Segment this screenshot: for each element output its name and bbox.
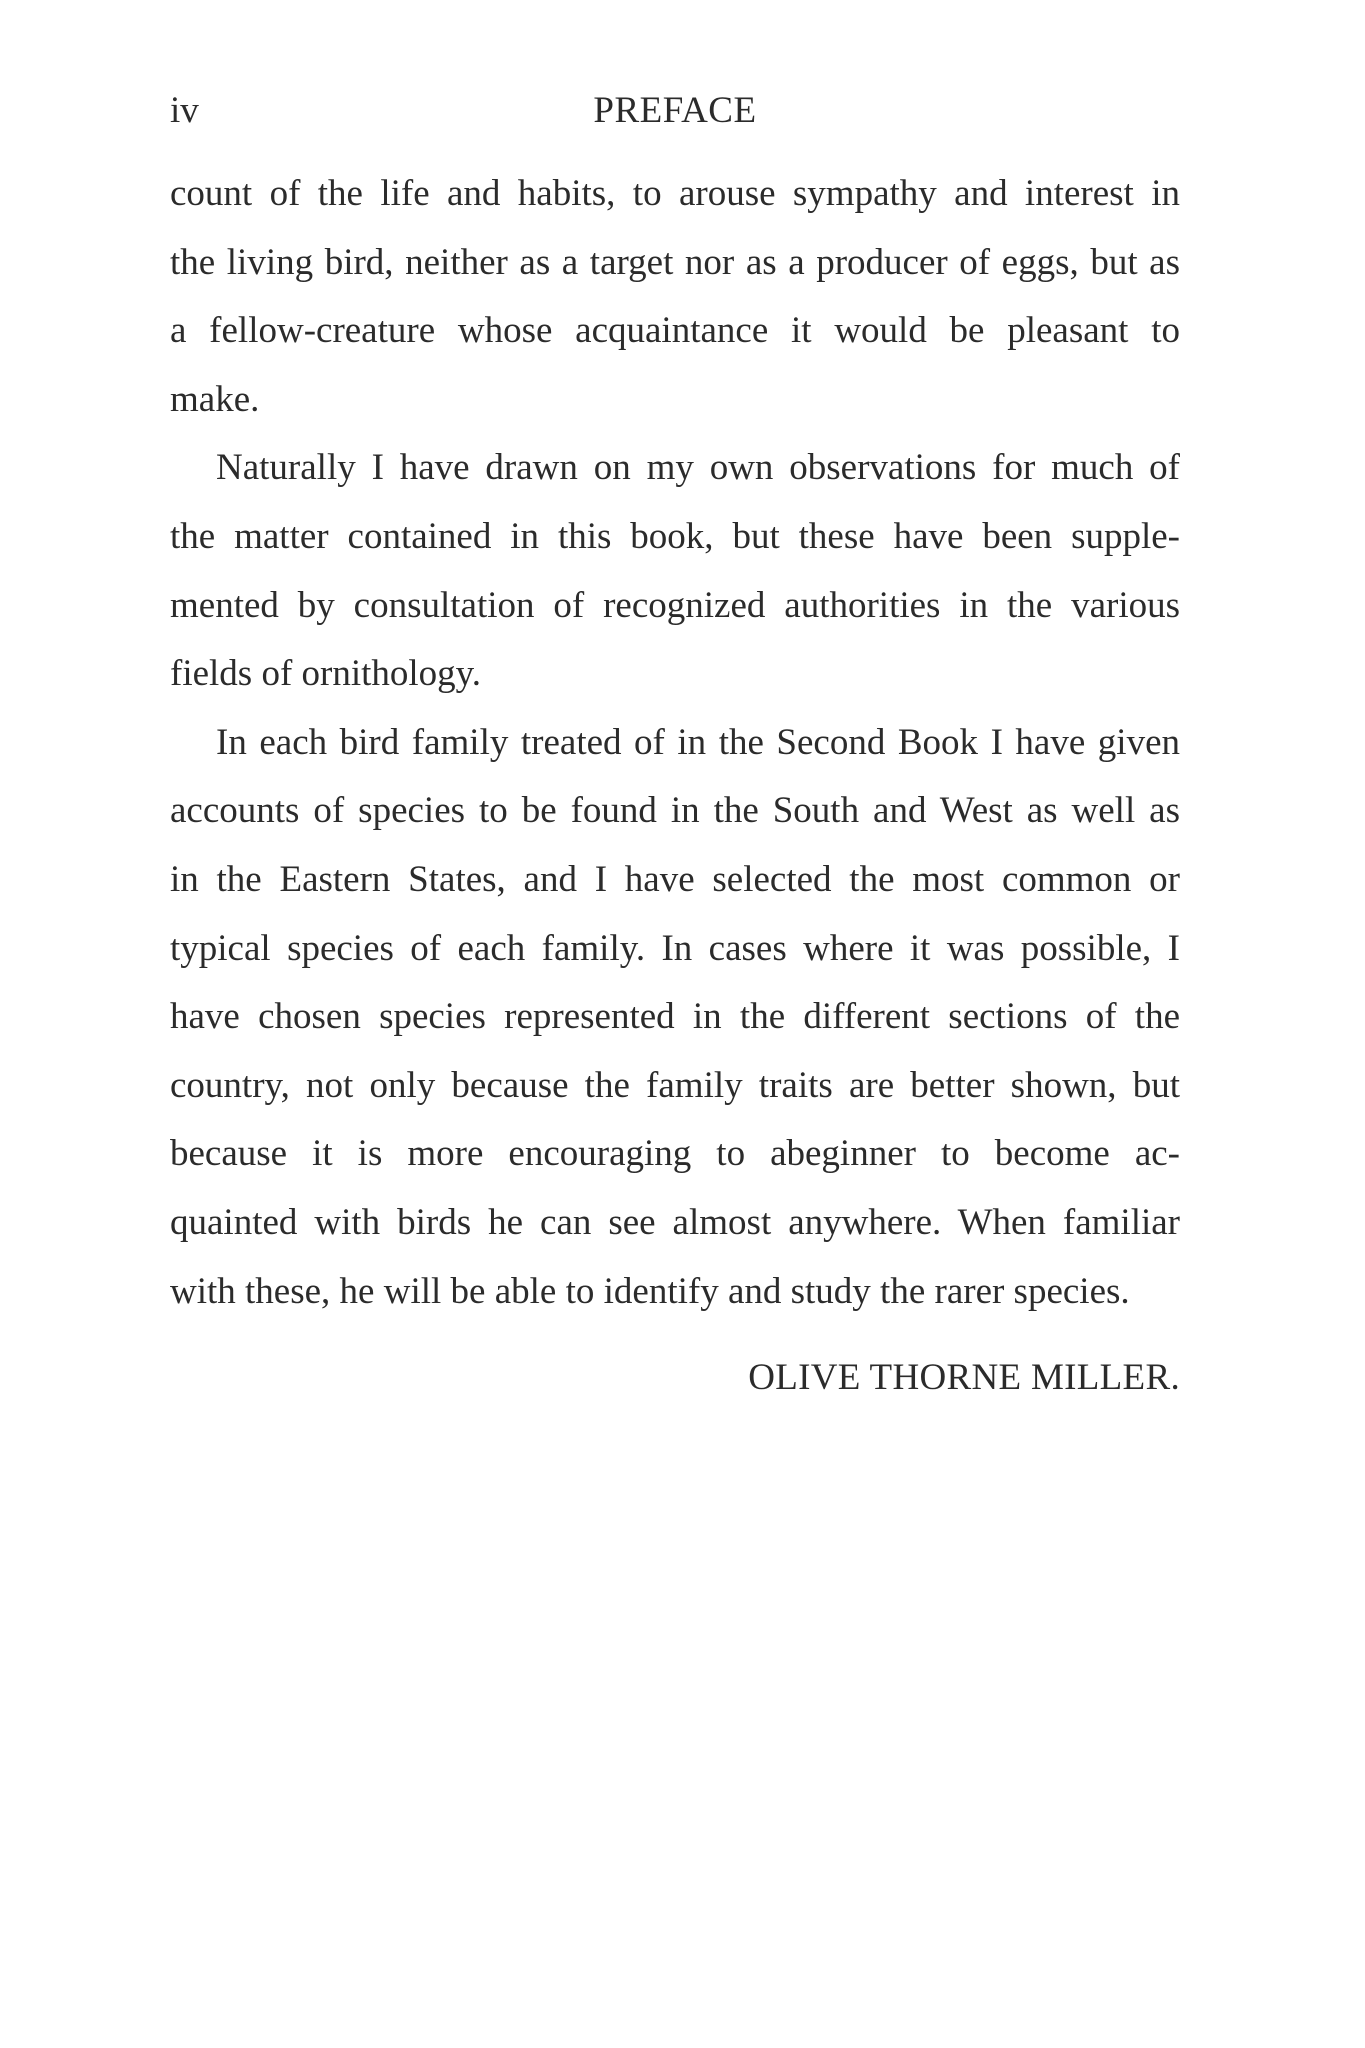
- text-line: accounts of species to be found in the South and West as well as: [170, 790, 1180, 832]
- text-line: the living bird, neither as a target nor as a producer of eggs, but as: [170, 241, 1180, 283]
- text-line: Naturally I have drawn on my own observations for much of: [216, 447, 1180, 489]
- paragraph-1: [170, 160, 1180, 434]
- author-signature: OLIVE THORNE MILLER.: [748, 1357, 1180, 1398]
- text-line: country, not only because the family traits are better shown, but: [170, 1064, 1180, 1106]
- book-page: [170, 0, 1180, 2048]
- text-line: a fellow-creature whose acquaintance it would be pleasant to: [170, 310, 1180, 352]
- page-number: iv: [170, 90, 199, 131]
- text-line: the matter contained in this book, but these have been supple-: [170, 515, 1180, 557]
- text-line: In each bird family treated of in the Second Book I have given: [216, 721, 1180, 763]
- text-line: mented by consultation of recognized authorities in the various: [170, 584, 1180, 626]
- text-line: fields of ornithology.: [170, 653, 482, 695]
- text-line: in the Eastern States, and I have selected the most common or: [170, 858, 1180, 900]
- paragraph-3: [170, 709, 1180, 1326]
- preface-text: [170, 160, 1180, 1326]
- text-line: have chosen species represented in the different sections of the: [170, 996, 1180, 1038]
- text-line: typical species of each family. In cases where it was possible, I: [170, 927, 1180, 969]
- text-line: because it is more encouraging to abeginner to become ac-: [170, 1133, 1180, 1175]
- text-line: make.: [170, 378, 260, 420]
- text-line: count of the life and habits, to arouse sympathy and interest in: [170, 173, 1180, 214]
- paragraph-2: [170, 434, 1180, 708]
- text-line: with these, he will be able to identify and study the rarer species.: [170, 1270, 1130, 1312]
- text-line: quainted with birds he can see almost anywhere. When familiar: [170, 1201, 1180, 1243]
- page-header: [170, 86, 1180, 136]
- running-title: PREFACE: [593, 90, 757, 131]
